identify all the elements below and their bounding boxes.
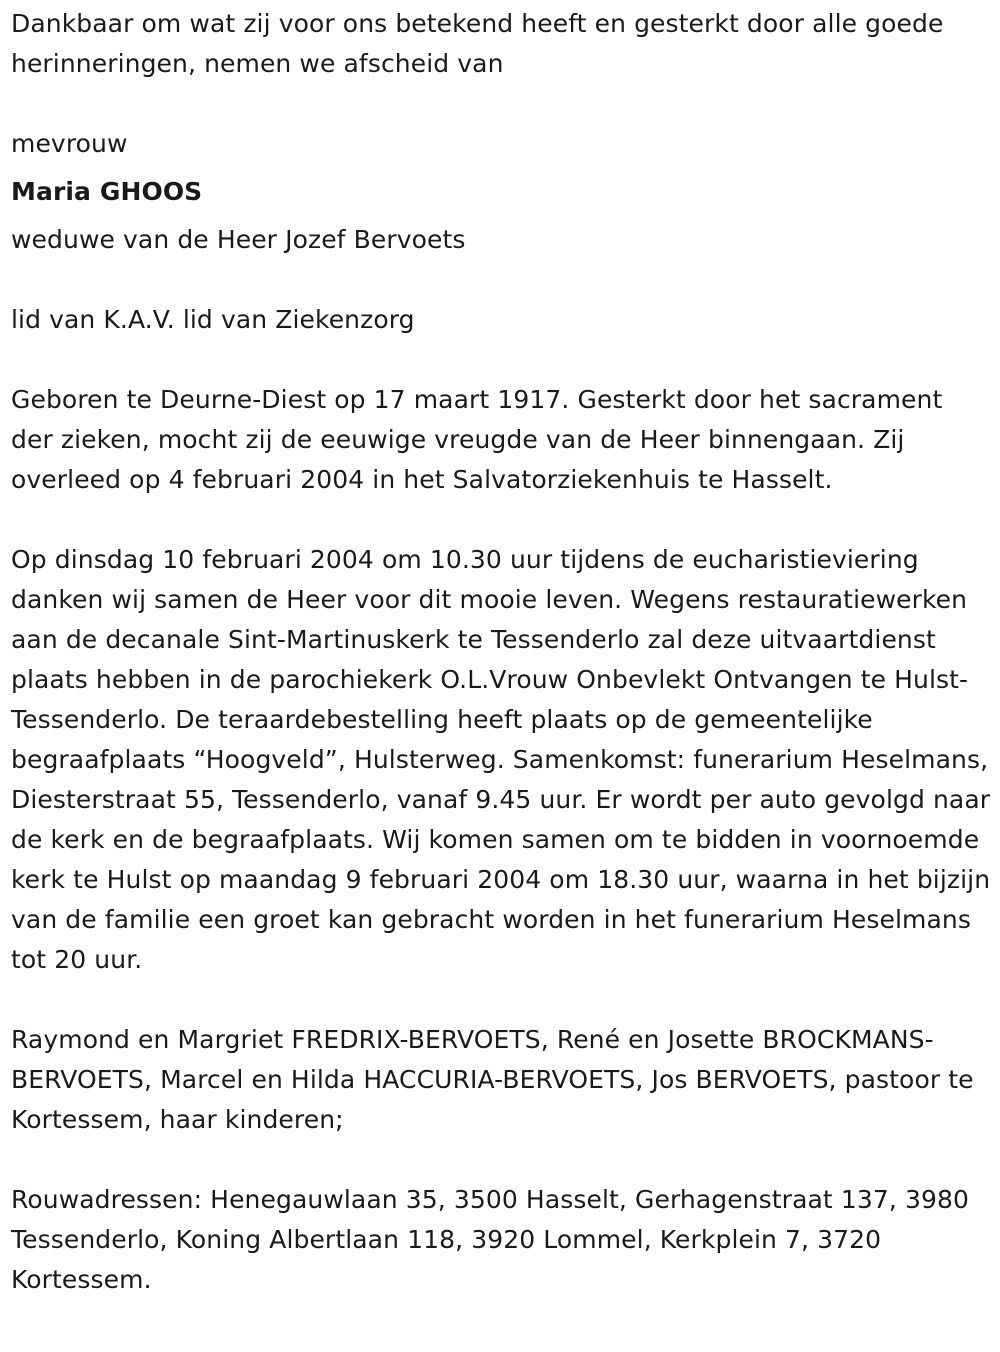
spacer — [11, 260, 992, 300]
widow-of: weduwe van de Heer Jozef Bervoets — [11, 225, 466, 254]
spacer — [11, 500, 992, 540]
memberships: lid van K.A.V. lid van Ziekenzorg — [11, 305, 415, 334]
family-paragraph: Raymond en Margriet FREDRIX-BERVOETS, René en Josette BROCKMANS-BERVOETS, Marcel en Hilda HACCURIA-BERVOETS, Jos BERVOETS, pastoor te Kortessem, haar kinderen; — [11, 1025, 974, 1134]
life-paragraph: Geboren te Deurne-Diest op 17 maart 1917. Gesterkt door het sacrament der zieken, mocht zij de eeuwige vreugde van de Heer binnengaan. Zij overleed op 4 februari 2004 in het Salvatorziekenhuis te Hasselt. — [11, 385, 943, 494]
addresses-paragraph: Rouwadressen: Henegauwlaan 35, 3500 Hasselt, Gerhagenstraat 137, 3980 Tessenderlo, Koning Albertlaan 118, 3920 Lommel, Kerkplein 7, 3720 Kortessem. — [11, 1185, 969, 1294]
intro-paragraph: Dankbaar om wat zij voor ons betekend heeft en gesterkt door alle goede herinneringen, nemen we afscheid van — [11, 9, 944, 78]
honorific: mevrouw — [11, 129, 128, 158]
spacer — [11, 84, 992, 124]
spacer — [11, 980, 992, 1020]
spacer — [11, 340, 992, 380]
spacer — [11, 1140, 992, 1180]
deceased-name: Maria GHOOS — [11, 177, 203, 206]
funeral-paragraph: Op dinsdag 10 februari 2004 om 10.30 uur tijdens de eucharistieviering danken wij samen de Heer voor dit mooie leven. Wegens restauratiewerken aan de decanale Sint-Martinuskerk te Tessenderlo zal deze uitvaartdienst plaats hebben in de parochiekerk O.L.Vrouw Onbevlekt Ontvangen te Hulst-Tessenderlo. De teraardebestelling heeft plaats op de gemeentelijke begraafplaats “Hoogveld”, Hulsterweg. Samenkomst: funerarium Heselmans, Diesterstraat 55, Tessenderlo, vanaf 9.45 uur. Er wordt per auto gevolgd naar de kerk en de begraafplaats. Wij komen samen om te bidden in voornoemde kerk te Hulst op maandag 9 februari 2004 om 18.30 uur, waarna in het bijzijn van de familie een groet kan gebracht worden in het funerarium Heselmans tot 20 uur. — [11, 545, 991, 974]
